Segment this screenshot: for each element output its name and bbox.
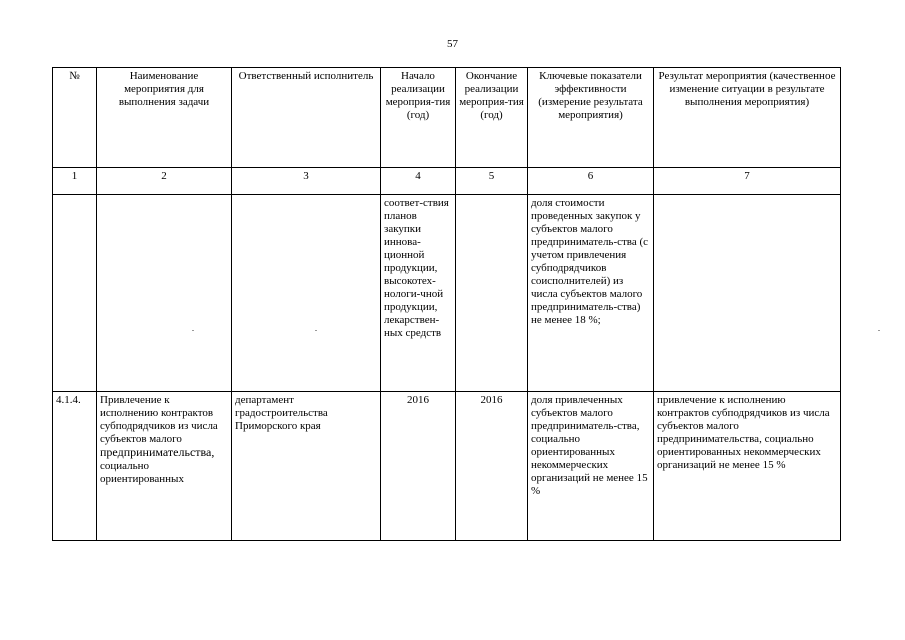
header-indicators: Ключевые показатели эффективности (измерение результата мероприятия) — [528, 68, 654, 168]
scan-speck — [192, 330, 194, 331]
column-number: 3 — [232, 168, 381, 195]
row-number: 4.1.4. — [53, 392, 97, 541]
header-number: № — [53, 68, 97, 168]
continuation-start-text: соответ-ствия планов закупки иннова-ционной продукции, высокотех-нологи-чной продукции, лекарствен-ных средств — [381, 195, 456, 392]
measure-name-text: Привлечение к исполнению контрактов субподрядчиков из числа субъектов малого — [100, 394, 218, 445]
column-number: 6 — [528, 168, 654, 195]
column-number-row — [53, 168, 841, 195]
empty-cell — [232, 195, 381, 392]
column-number: 7 — [654, 168, 841, 195]
empty-cell — [456, 195, 528, 392]
table-row — [53, 195, 841, 392]
row-start-year: 2016 — [381, 392, 456, 541]
header-start: Начало реализации мероприя-тия (год) — [381, 68, 456, 168]
empty-cell — [97, 195, 232, 392]
column-number: 5 — [456, 168, 528, 195]
page-number: 57 — [447, 38, 458, 50]
scan-speck — [878, 330, 880, 331]
row-indicators: доля привлеченных субъектов малого предприниматель-ства, социально ориентированных некоммерческих организаций не менее 15 % — [528, 392, 654, 541]
row-measure-name — [97, 392, 232, 541]
column-number: 4 — [381, 168, 456, 195]
scan-speck — [315, 330, 317, 331]
measures-table — [52, 67, 841, 541]
row-executor: департамент градостроительства Приморского края — [232, 392, 381, 541]
header-end: Окончание реализации мероприя-тия (год) — [456, 68, 528, 168]
header-name: Наименование мероприятия для выполнения задачи — [97, 68, 232, 168]
measure-name-text: социально ориентированных — [100, 460, 184, 485]
empty-cell — [53, 195, 97, 392]
measure-name-text: предпринимательства, — [100, 445, 215, 459]
continuation-indicators-text: доля стоимости проведенных закупок у субъектов малого предприниматель-ства (с учетом привлечения субподрядчиков соисполнителей) из числа субъектов малого предприниматель-ства) не менее 18 %; — [528, 195, 654, 392]
row-end-year: 2016 — [456, 392, 528, 541]
header-row — [53, 68, 841, 168]
table-row — [53, 392, 841, 541]
column-number: 1 — [53, 168, 97, 195]
header-result: Результат мероприятия (качественное изменение ситуации в результате выполнения мероприятия) — [654, 68, 841, 168]
empty-cell — [654, 195, 841, 392]
header-executor: Ответственный исполнитель — [232, 68, 381, 168]
column-number: 2 — [97, 168, 232, 195]
row-result: привлечение к исполнению контрактов субподрядчиков из числа субъектов малого предпринимательства, социально ориентированных некоммерческих организаций не менее 15 % — [654, 392, 841, 541]
